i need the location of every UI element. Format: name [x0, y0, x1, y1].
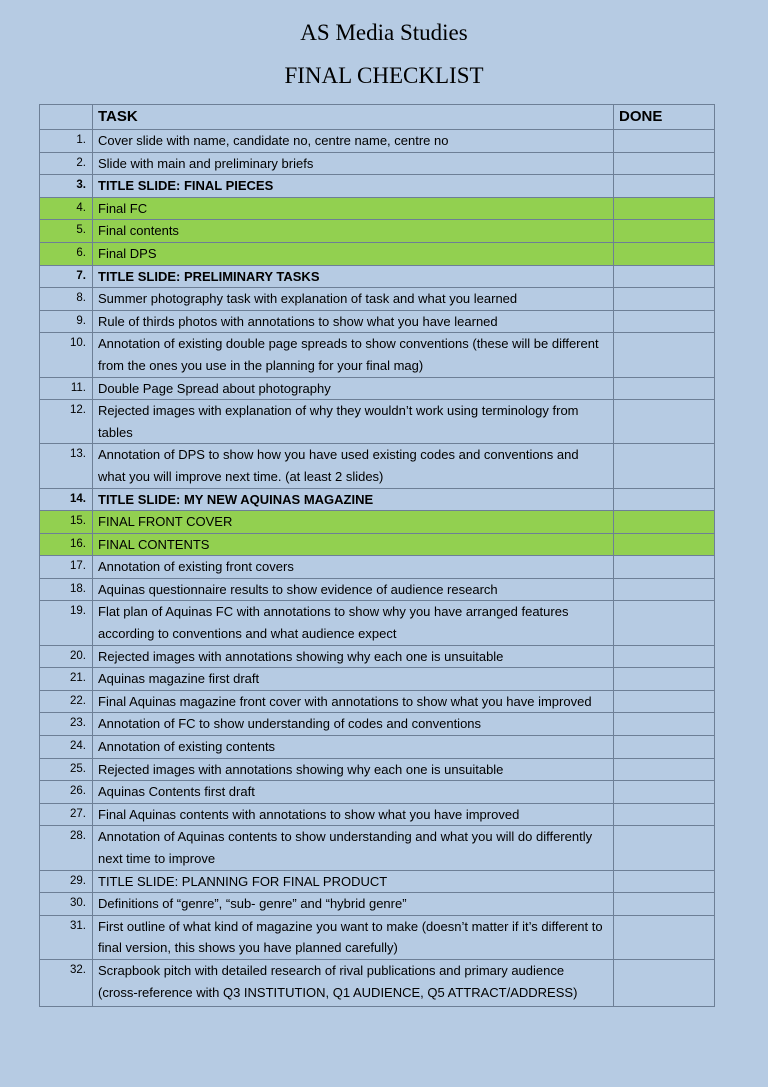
row-done-checkbox[interactable] [614, 870, 715, 893]
row-task: Double Page Spread about photography [93, 377, 614, 400]
row-number: 16. [40, 533, 93, 556]
row-done-checkbox[interactable] [614, 488, 715, 511]
table-row [40, 310, 715, 333]
row-task: Final contents [93, 220, 614, 243]
row-task: Rejected images with explanation of why they wouldn’t work using terminology from tables [93, 400, 614, 444]
row-task: Final Aquinas contents with annotations to show what you have improved [93, 803, 614, 826]
table-row [40, 175, 715, 198]
row-number: 6. [40, 242, 93, 265]
table-row [40, 130, 715, 153]
row-task: Rejected images with annotations showing why each one is unsuitable [93, 645, 614, 668]
row-done-checkbox[interactable] [614, 265, 715, 288]
row-task: TITLE SLIDE: FINAL PIECES [93, 175, 614, 198]
row-task: Annotation of existing contents [93, 736, 614, 759]
row-task: Rejected images with annotations showing why each one is unsuitable [93, 758, 614, 781]
table-row [40, 803, 715, 826]
row-number: 29. [40, 870, 93, 893]
table-row [40, 893, 715, 916]
header-done: DONE [614, 105, 715, 130]
row-task: Definitions of “genre”, “sub- genre” and “hybrid genre” [93, 893, 614, 916]
row-number: 15. [40, 511, 93, 534]
table-row [40, 533, 715, 556]
row-done-checkbox[interactable] [614, 152, 715, 175]
row-done-checkbox[interactable] [614, 511, 715, 534]
row-task: Summer photography task with explanation of task and what you learned [93, 288, 614, 311]
row-task: TITLE SLIDE: PRELIMINARY TASKS [93, 265, 614, 288]
row-task: Cover slide with name, candidate no, centre name, centre no [93, 130, 614, 153]
row-number: 23. [40, 713, 93, 736]
row-done-checkbox[interactable] [614, 736, 715, 759]
row-number: 8. [40, 288, 93, 311]
row-done-checkbox[interactable] [614, 533, 715, 556]
row-task: FINAL CONTENTS [93, 533, 614, 556]
row-number: 3. [40, 175, 93, 198]
header-task: TASK [93, 105, 614, 130]
row-done-checkbox[interactable] [614, 826, 715, 870]
table-row [40, 400, 715, 444]
row-task: TITLE SLIDE: MY NEW AQUINAS MAGAZINE [93, 488, 614, 511]
table-row [40, 870, 715, 893]
table-row [40, 511, 715, 534]
row-task: Rule of thirds photos with annotations to show what you have learned [93, 310, 614, 333]
row-done-checkbox[interactable] [614, 803, 715, 826]
row-task: Aquinas questionnaire results to show evidence of audience research [93, 578, 614, 601]
row-task: Annotation of FC to show understanding of codes and conventions [93, 713, 614, 736]
row-done-checkbox[interactable] [614, 377, 715, 400]
row-number: 4. [40, 197, 93, 220]
row-number: 26. [40, 781, 93, 804]
row-done-checkbox[interactable] [614, 915, 715, 959]
row-task: Flat plan of Aquinas FC with annotations to show why you have arranged features according to conventions and what audience expect [93, 601, 614, 645]
row-done-checkbox[interactable] [614, 959, 715, 1006]
row-number: 28. [40, 826, 93, 870]
header-number [40, 105, 93, 130]
row-number: 22. [40, 690, 93, 713]
row-done-checkbox[interactable] [614, 130, 715, 153]
row-done-checkbox[interactable] [614, 758, 715, 781]
row-number: 18. [40, 578, 93, 601]
row-done-checkbox[interactable] [614, 668, 715, 691]
table-row [40, 197, 715, 220]
row-done-checkbox[interactable] [614, 556, 715, 579]
row-task: First outline of what kind of magazine you want to make (doesn’t matter if it’s different to final version, this shows you have planned carefully) [93, 915, 614, 959]
table-row [40, 444, 715, 488]
row-done-checkbox[interactable] [614, 288, 715, 311]
table-row [40, 736, 715, 759]
table-row [40, 152, 715, 175]
table-row [40, 377, 715, 400]
row-done-checkbox[interactable] [614, 690, 715, 713]
table-row [40, 758, 715, 781]
table-row [40, 781, 715, 804]
table-row [40, 668, 715, 691]
row-done-checkbox[interactable] [614, 175, 715, 198]
table-row [40, 265, 715, 288]
row-task: Slide with main and preliminary briefs [93, 152, 614, 175]
table-row [40, 690, 715, 713]
table-row [40, 713, 715, 736]
row-task: Aquinas Contents first draft [93, 781, 614, 804]
row-done-checkbox[interactable] [614, 893, 715, 916]
row-number: 1. [40, 130, 93, 153]
row-done-checkbox[interactable] [614, 601, 715, 645]
row-task: Final Aquinas magazine front cover with annotations to show what you have improved [93, 690, 614, 713]
checklist-subtitle: FINAL CHECKLIST [284, 63, 484, 88]
row-number: 9. [40, 310, 93, 333]
row-number: 25. [40, 758, 93, 781]
row-task: FINAL FRONT COVER [93, 511, 614, 534]
table-row [40, 578, 715, 601]
table-row [40, 488, 715, 511]
row-done-checkbox[interactable] [614, 444, 715, 488]
table-row [40, 333, 715, 377]
row-done-checkbox[interactable] [614, 333, 715, 377]
table-row [40, 242, 715, 265]
row-number: 31. [40, 915, 93, 959]
checklist-body [40, 130, 715, 1007]
row-task: Annotation of DPS to show how you have used existing codes and conventions and what you will improve next time. (at least 2 slides) [93, 444, 614, 488]
table-row [40, 220, 715, 243]
row-number: 7. [40, 265, 93, 288]
table-row [40, 556, 715, 579]
row-task: Annotation of existing double page spreads to show conventions (these will be different from the ones you use in the planning for your final mag) [93, 333, 614, 377]
row-task: Final FC [93, 197, 614, 220]
row-number: 5. [40, 220, 93, 243]
row-task: Annotation of Aquinas contents to show understanding and what you will do differently next time to improve [93, 826, 614, 870]
row-done-checkbox[interactable] [614, 781, 715, 804]
row-number: 21. [40, 668, 93, 691]
row-done-checkbox[interactable] [614, 310, 715, 333]
row-done-checkbox[interactable] [614, 197, 715, 220]
row-number: 12. [40, 400, 93, 444]
row-done-checkbox[interactable] [614, 578, 715, 601]
row-done-checkbox[interactable] [614, 400, 715, 444]
row-task: Scrapbook pitch with detailed research of rival publications and primary audience (cross-reference with Q3 INSTITUTION, Q1 AUDIENCE, Q5 ATTRACT/ADDRESS) [93, 959, 614, 1006]
row-task: Final DPS [93, 242, 614, 265]
row-done-checkbox[interactable] [614, 220, 715, 243]
row-task: Annotation of existing front covers [93, 556, 614, 579]
table-row [40, 826, 715, 870]
row-done-checkbox[interactable] [614, 713, 715, 736]
table-row [40, 601, 715, 645]
table-row [40, 645, 715, 668]
row-number: 24. [40, 736, 93, 759]
row-number: 20. [40, 645, 93, 668]
table-row [40, 288, 715, 311]
row-number: 32. [40, 959, 93, 1006]
row-done-checkbox[interactable] [614, 242, 715, 265]
row-number: 10. [40, 333, 93, 377]
row-number: 30. [40, 893, 93, 916]
row-number: 14. [40, 488, 93, 511]
row-number: 13. [40, 444, 93, 488]
checklist-table [39, 104, 715, 1007]
row-task: Aquinas magazine first draft [93, 668, 614, 691]
table-header-row [40, 105, 715, 130]
row-number: 17. [40, 556, 93, 579]
table-row [40, 915, 715, 959]
row-number: 27. [40, 803, 93, 826]
table-row [40, 959, 715, 1006]
row-number: 19. [40, 601, 93, 645]
row-number: 2. [40, 152, 93, 175]
row-done-checkbox[interactable] [614, 645, 715, 668]
row-number: 11. [40, 377, 93, 400]
row-task: TITLE SLIDE: PLANNING FOR FINAL PRODUCT [93, 870, 614, 893]
document-title: AS Media Studies [300, 20, 468, 45]
